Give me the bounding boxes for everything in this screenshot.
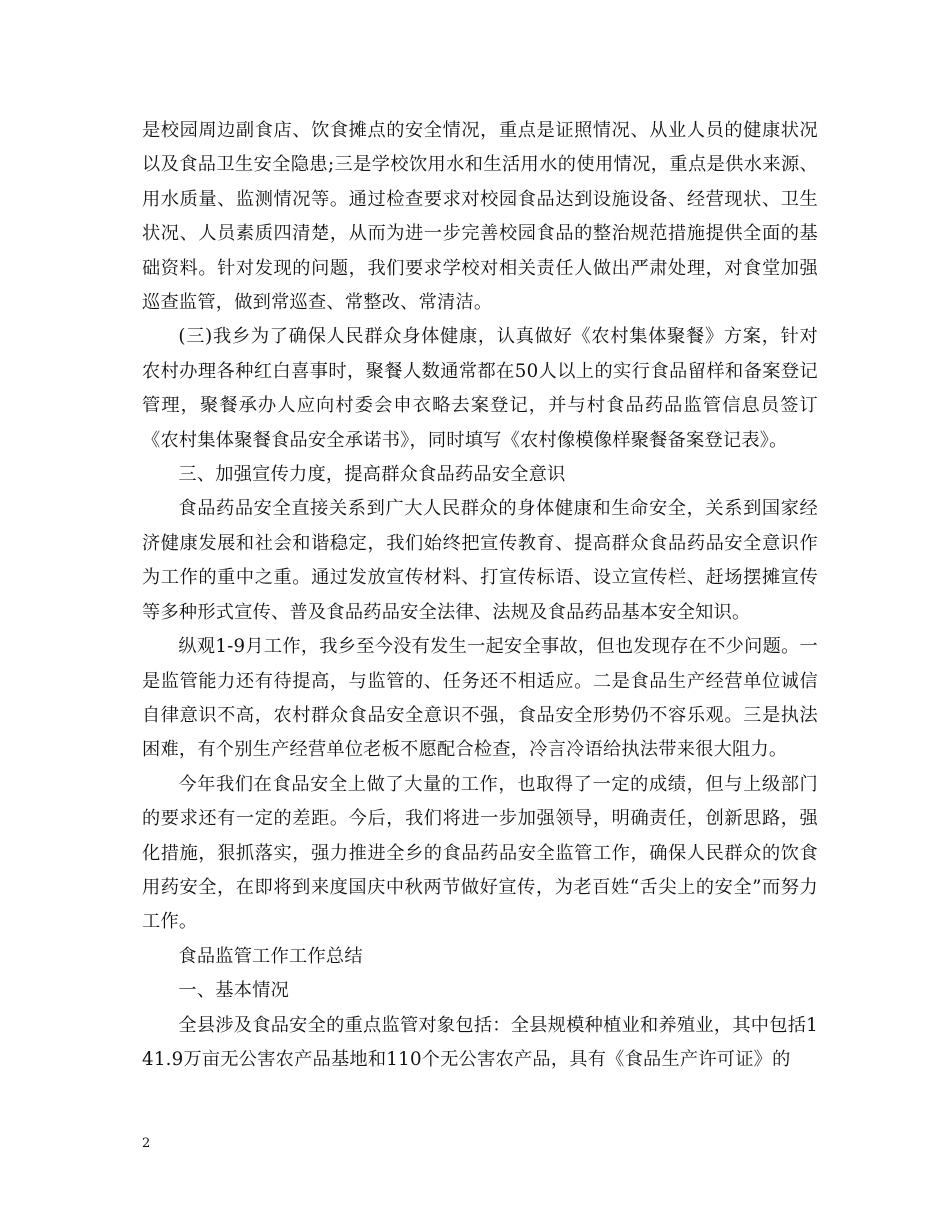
paragraph-basic-situation: 全县涉及食品安全的重点监管对象包括：全县规模种植业和养殖业，其中包括141.9万亩无公害农产品基地和110个无公害农产品，具有《食品生产许可证》的 — [142, 1014, 818, 1070]
paragraph-problems: 纵观1-9月工作，我乡至今没有发生一起安全事故，但也发现存在不少问题。一是监管能力还有待提高，与监管的、任务还不相适应。二是食品生产经营单位诚信自律意识不高，农村群众食品安全意识不强，食品安全形势仍不容乐观。三是执法困难，有个别生产经营单位老板不愿配合检查，冷言冷语给执法带来很大阻力。 — [142, 636, 818, 761]
paragraph-rural-banquet: (三)我乡为了确保人民群众身体健康，认真做好《农村集体聚餐》方案，针对农村办理各种红白喜事时，聚餐人数通常都在50人以上的实行食品留样和备案登记管理，聚餐承办人应向村委会申衣略去案登记，并与村食品药品监管信息员签订《农村集体聚餐食品安全承诺书》，同时填写《农村像模像样聚餐备案登记表》。 — [142, 326, 818, 451]
section-heading-basic: 一、基本情况 — [178, 980, 290, 1002]
section-heading-publicity: 三、加强宣传力度，提高群众食品药品安全意识 — [178, 464, 566, 486]
paragraph-continuation: 是校园周边副食店、饮食摊点的安全情况，重点是证照情况、从业人员的健康状况以及食品卫生安全隐患;三是学校饮用水和生活用水的使用情况，重点是供水来源、用水质量、监测情况等。通过检查要求对校园食品达到设施设备、经营现状、卫生状况、人员素质四清楚，从而为进一步完善校园食品的整治规范措施提供全面的基础资料。针对发现的问题，我们要求学校对相关责任人做出严肃处理，对食堂加强巡查监管，做到常巡查、常整改、常清洁。 — [142, 120, 818, 314]
document-title: 食品监管工作工作总结 — [178, 945, 363, 967]
document-body — [142, 114, 818, 1077]
page-number: 2 — [142, 1136, 151, 1151]
paragraph-future-work: 今年我们在食品安全上做了大量的工作，也取得了一定的成绩，但与上级部门的要求还有一定的差距。今后，我们将进一步加强领导，明确责任，创新思路，强化措施，狠抓落实，强力推进全乡的食品药品安全监管工作，确保人民群众的饮食用药安全，在即将到来度国庆中秋两节做好宣传，为老百姓“舌尖上的安全”而努力工作。 — [142, 773, 818, 933]
paragraph-publicity: 食品药品安全直接关系到广大人民群众的身体健康和生命安全，关系到国家经济健康发展和社会和谐稳定，我们始终把宣传教育、提高群众食品药品安全意识作为工作的重中之重。通过发放宣传材料、打宣传标语、设立宣传栏、赶场摆摊宣传等多种形式宣传、普及食品药品安全法律、法规及食品药品基本安全知识。 — [142, 498, 818, 623]
